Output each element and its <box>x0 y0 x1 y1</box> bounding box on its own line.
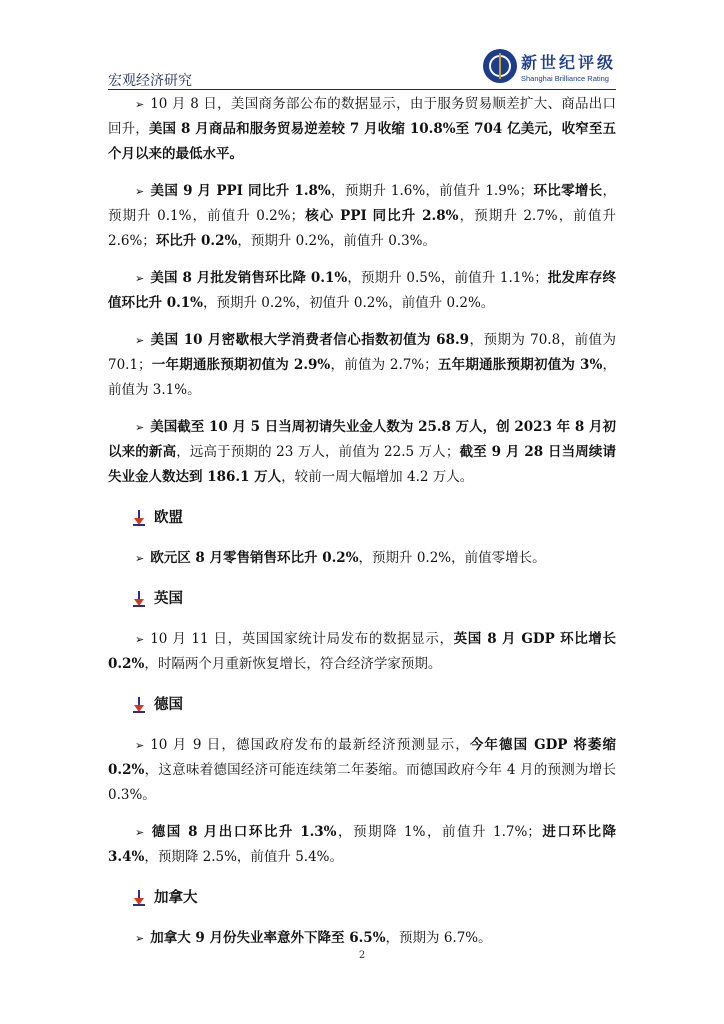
arrow-bullet-icon: ➢ <box>135 826 145 839</box>
arrow-bullet-icon: ➢ <box>135 633 145 646</box>
page-number: 2 <box>358 950 366 961</box>
paragraph-eu-retail: ➢ 欧元区 8 月零售销售环比升 0.2%，预期升 0.2%，前值零增长。 <box>135 550 546 566</box>
heading-marker-icon <box>132 510 146 526</box>
heading-marker-icon <box>132 697 146 713</box>
heading-uk: 英国 <box>132 587 616 611</box>
company-logo <box>483 46 616 86</box>
paragraph-us-jobless: ➢ 美国截至 10 月 5 日当周初请失业金人数为 25.8 万人，创 2023 年 8 月初以来的新高，远高于预期的 23 万人，前值为 22.5 万人；截至 9 月 28 日当周续请失业金人数达到 186.1 万人，较前一周大幅增加 4.2 万人。 <box>108 419 617 485</box>
arrow-bullet-icon: ➢ <box>135 552 145 565</box>
arrow-bullet-icon: ➢ <box>135 98 145 111</box>
arrow-bullet-icon: ➢ <box>135 334 145 347</box>
header-rule <box>108 89 616 90</box>
heading-eu: 欧盟 <box>132 506 616 530</box>
heading-canada: 加拿大 <box>132 886 616 910</box>
paragraph-de-forecast: ➢ 10 月 9 日，德国政府发布的最新经济预测显示，今年德国 GDP 将萎缩 0.2%，这意味着德国经济可能连续第二年萎缩。而德国政府今年 4 月的预测为增长 0.3%。 <box>108 737 616 803</box>
paragraph-us-michigan: ➢ 美国 10 月密歇根大学消费者信心指数初值为 68.9，预期为 70.8，前值为 70.1；一年期通胀预期初值为 2.9%，前值为 2.7%；五年期通胀预期初值为 3%，前值为 3.1%。 <box>108 332 617 398</box>
paragraph-ca-unemployment: ➢ 加拿大 9 月份失业率意外下降至 6.5%，预期为 6.7%。 <box>135 930 492 946</box>
paragraph-us-ppi: ➢ 美国 9 月 PPI 同比升 1.8%，预期升 1.6%，前值升 1.9%；环比零增长，预期升 0.1%，前值升 0.2%；核心 PPI 同比升 2.8%，预期升 2.7%，前值升 2.6%；环比升 0.2%，预期升 0.2%，前值升 0.3%。 <box>108 183 616 249</box>
page-header <box>108 44 616 90</box>
arrow-bullet-icon: ➢ <box>135 932 145 945</box>
section-title: 宏观经济研究 <box>108 73 192 89</box>
heading-marker-icon <box>132 890 146 906</box>
logo-chinese-name: 新世纪评级 <box>520 52 616 72</box>
arrow-bullet-icon: ➢ <box>135 421 145 434</box>
arrow-bullet-icon: ➢ <box>135 185 145 198</box>
paragraph-uk-gdp: ➢ 10 月 11 日，英国国家统计局发布的数据显示，英国 8 月 GDP 环比增长 0.2%，时隔两个月重新恢复增长，符合经济学家预期。 <box>108 631 616 672</box>
logo-emblem-icon <box>483 49 517 83</box>
paragraph-us-trade: ➢ 10 月 8 日，美国商务部公布的数据显示，由于服务贸易顺差扩大、商品出口回升，美国 8 月商品和服务贸易逆差较 7 月收缩 10.8%至 704 亿美元，收窄至五个月以来的最低水平。 <box>108 96 617 162</box>
paragraph-us-wholesale: ➢ 美国 8 月批发销售环比降 0.1%，预期升 0.5%，前值升 1.1%；批发库存终值环比升 0.1%，预期升 0.2%，初值升 0.2%，前值升 0.2%。 <box>108 270 616 311</box>
arrow-bullet-icon: ➢ <box>135 739 145 752</box>
document-body <box>108 92 616 951</box>
heading-marker-icon <box>132 591 146 607</box>
arrow-bullet-icon: ➢ <box>135 272 145 285</box>
logo-english-name: Shanghai Brilliance Rating <box>520 73 609 83</box>
paragraph-de-trade: ➢ 德国 8 月出口环比升 1.3%，预期降 1%，前值升 1.7%；进口环比降 3.4%，预期降 2.5%，前值升 5.4%。 <box>108 824 616 865</box>
heading-germany: 德国 <box>132 693 616 717</box>
